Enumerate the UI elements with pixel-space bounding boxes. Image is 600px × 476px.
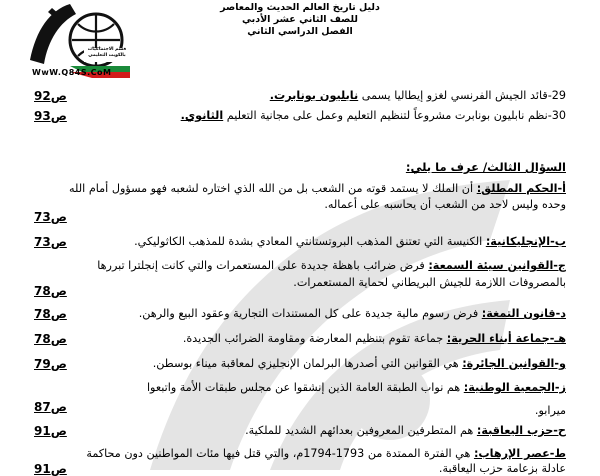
page-ref: ص91 [34,424,67,438]
definition-item: ز-الجمعية الوطنية: هم نواب الطبقة العامة الذين إنشقوا عن مجلس طبقات الأمة واتبعوا [146,381,566,394]
definition-item: هـ-جماعة أبناء الحرية: جماعة تقوم بتنظيم المعارضة ومقاومة الضرائب الجديدة. ص78 [34,332,566,346]
document-header [190,2,410,38]
page-ref: ص87 [34,400,67,414]
header-title: دليل تاريخ العالم الحديث والمعاصر [220,2,380,13]
page-ref: ص79 [34,357,67,371]
definition-term: د-قانون التمغة: [481,307,566,320]
page-ref: ص78 [34,284,67,298]
page-ref: ص78 [34,332,67,346]
page-ref: ص91 [34,462,67,476]
definition-term: ط-عصر الإرهاب: [473,447,566,460]
definition-item: ط-عصر الإرهاب: هي الفترة الممتدة من 1793-1794م، والتي قتل فيها مئات المواطنين دون محاكمة [86,447,566,460]
definition-item: د-قانون التمغة: فرض رسوم مالية جديدة على كل المستندات التجارية وعقود البيع والرهن. ص78 [34,307,566,321]
definition-item: ح-حزب اليعاقبة: هم المتطرفين المعروفين بعدائهم الشديد للملكية. ص91 [34,424,566,438]
page-ref: ص93 [34,109,67,123]
page-ref: ص78 [34,307,67,321]
page-ref: ص73 [34,235,67,249]
answer-key: نابليون بونابرت. [269,89,359,102]
logo-url[interactable]: WwW.Q84S.CoM [32,68,112,77]
definition-item-continued: ميرابو. ص87 [34,400,566,417]
answer-key: الثانوي. [180,109,224,122]
definition-item-continued: بالمصروفات اللازمة للجيش البريطاني لحماية المستعمرات. [293,276,566,289]
header-grade: للصف الثاني عشر الأدبي [242,14,358,25]
definition-term: و-القوانين الجائرة: [462,357,566,370]
definition-term: ح-حزب اليعاقبة: [476,424,566,437]
definition-term: أ-الحكم المطلق: [476,182,566,195]
definition-item: و-القوانين الجائرة: هي القوانين التي أصدرها البرلمان الإنجليزي لمعاقبة ميناء بوسطن. ص79 [34,357,566,371]
definition-term: ج-القوانين سيئة السمعة: [428,259,566,272]
definition-page [34,284,566,300]
list-item: 29-قائد الجيش الفرنسي لغزو إيطاليا يسمى نابليون بونابرت. ص92 [34,89,566,103]
page-ref: ص73 [34,210,67,224]
definition-item: ج-القوانين سيئة السمعة: فرض ضرائب باهظة جديدة على المستعمرات والتي كانت إنجلترا تبررها [97,259,566,272]
definition-term: ز-الجمعية الوطنية: [463,381,566,394]
page-ref: ص92 [34,89,67,103]
definition-term: ب-الإنجليكانية: [485,235,566,248]
definition-item-continued: عادلة بزعامة حزب اليعاقبة. ص91 [34,462,566,476]
header-term: الفصل الدراسي الثاني [247,26,353,37]
definition-item: ب-الإنجليكانية: الكنيسة التي تعتنق المذهب البروتستانتي المعادي بشدة للمذهب الكاثوليكي. ص73 [34,235,566,249]
section-title: السؤال الثالث/ عرف ما يلي: [405,160,566,174]
logo-tagline: قسم الاجتماعيات بالكويت التعليمي [87,47,127,58]
list-item: 30-نظم نابليون بونابرت مشروعاً لتنظيم التعليم وعمل على مجانية التعليم الثانوي. ص93 [34,109,566,123]
definition-item: أ-الحكم المطلق: أن الملك لا يستمد قوته من الشعب بل من الله الذي اختاره لشعبه فهو مسؤول أمام الله [69,182,566,195]
definition-item-continued: وحده وليس لاحد من الشعب أن يحاسبه على أعماله. [324,198,566,211]
definition-page [34,210,566,226]
definition-term: هـ-جماعة أبناء الحرية: [446,332,566,345]
